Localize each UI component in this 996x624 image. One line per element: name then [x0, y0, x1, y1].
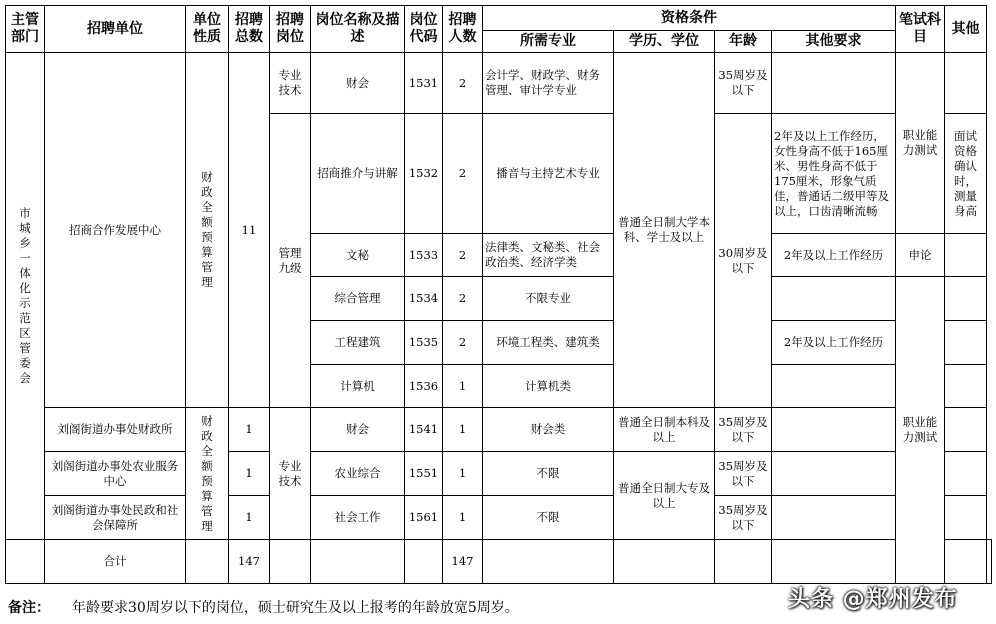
sum-blank-2 [186, 540, 229, 584]
position-count: 1 [443, 452, 483, 496]
unit-nongye: 刘阁街道办事处农业服务中心 [45, 452, 186, 496]
major-cell: 环境工程类、建筑类 [483, 321, 614, 365]
other-req-1536 [772, 365, 896, 408]
exam-cell-1: 职业能力测试 [896, 53, 945, 234]
major-cell: 财会类 [483, 408, 614, 452]
recruitment-table [5, 5, 992, 584]
major-cell: 不限 [483, 452, 614, 496]
position-name: 综合管理 [311, 277, 405, 321]
major-cell: 不限专业 [483, 277, 614, 321]
sum-blank-11 [987, 540, 992, 584]
remark-1535 [945, 321, 987, 365]
major-cell: 法律类、文秘类、社会政治类、经济学类 [483, 234, 614, 277]
sum-total: 147 [229, 540, 270, 584]
major-cell: 不限 [483, 496, 614, 540]
sum-blank-8 [715, 540, 772, 584]
sum-blank-1 [6, 540, 45, 584]
remark-1533 [945, 234, 987, 277]
position-name: 财会 [311, 53, 405, 114]
age-cell-1541: 35周岁及以下 [715, 408, 772, 452]
post-type-guanli: 管理九级 [270, 114, 311, 408]
position-count: 1 [443, 365, 483, 408]
footnote [8, 597, 519, 617]
other-req-1551 [772, 452, 896, 496]
exam-cell-3: 职业能力测试 [896, 277, 945, 584]
header-dept: 主管部门 [6, 6, 45, 53]
sum-blank-7 [614, 540, 715, 584]
header-unit: 招聘单位 [45, 6, 186, 53]
position-count: 2 [443, 277, 483, 321]
age-cell-1561: 35周岁及以下 [715, 496, 772, 540]
age-cell-1551: 35周岁及以下 [715, 452, 772, 496]
other-req-1534 [772, 277, 896, 321]
sum-blank-9 [772, 540, 896, 584]
position-count: 2 [443, 321, 483, 365]
sum-blank-5 [405, 540, 443, 584]
age-cell-30: 30周岁及以下 [715, 114, 772, 408]
degree-cell-2: 普通全日制本科及以上 [614, 408, 715, 452]
sum-label: 合计 [45, 540, 186, 584]
header-code: 岗位代码 [405, 6, 443, 53]
position-name: 计算机 [311, 365, 405, 408]
position-code: 1535 [405, 321, 443, 365]
post-type-zhuanye-2: 专业技术 [270, 408, 311, 540]
header-qualifications: 资格条件 [483, 6, 896, 31]
position-name: 社会工作 [311, 496, 405, 540]
post-type-zhuanye-1: 专业技术 [270, 53, 311, 114]
header-total: 招聘总数 [229, 6, 270, 53]
position-name: 文秘 [311, 234, 405, 277]
major-cell: 会计学、财政学、财务管理、审计学专业 [483, 53, 614, 114]
header-nature: 单位性质 [186, 6, 229, 53]
header-other-req: 其他要求 [772, 31, 896, 53]
total-caizheng: 1 [229, 408, 270, 452]
unit-nature-2: 财政全额预算管理 [186, 408, 229, 540]
total-minzheng: 1 [229, 496, 270, 540]
position-count: 1 [443, 408, 483, 452]
degree-cell-3: 普通全日制大专及以上 [614, 452, 715, 540]
position-name: 财会 [311, 408, 405, 452]
total-nongye: 1 [229, 452, 270, 496]
position-name: 农业综合 [311, 452, 405, 496]
dept-cell: 市城乡一体化示范区管委会 [6, 53, 45, 540]
remark-1532: 面试资格确认时，测量身高 [945, 114, 987, 234]
total-zhaoshang: 11 [229, 53, 270, 408]
header-major: 所需专业 [483, 31, 614, 53]
unit-zhaoshang: 招商合作发展中心 [45, 53, 186, 408]
other-req-1541 [772, 408, 896, 452]
header-post: 招聘岗位 [270, 6, 311, 53]
sum-count: 147 [443, 540, 483, 584]
position-code: 1533 [405, 234, 443, 277]
remark-1531 [945, 53, 987, 114]
remark-1534 [945, 277, 987, 321]
remark-1551 [945, 452, 987, 496]
sum-blank-4 [311, 540, 405, 584]
position-count: 2 [443, 114, 483, 234]
header-position: 岗位名称及描述 [311, 6, 405, 53]
position-code: 1534 [405, 277, 443, 321]
unit-nature-1: 财政全额预算管理 [186, 53, 229, 408]
position-count: 2 [443, 53, 483, 114]
exam-cell-2: 申论 [896, 234, 945, 277]
major-cell: 播音与主持艺术专业 [483, 114, 614, 234]
unit-caizheng: 刘阁街道办事处财政所 [45, 408, 186, 452]
header-degree: 学历、学位 [614, 31, 715, 53]
position-code: 1541 [405, 408, 443, 452]
position-count: 1 [443, 496, 483, 540]
header-exam: 笔试科目 [896, 6, 945, 53]
position-name: 招商推介与讲解 [311, 114, 405, 234]
position-count: 2 [443, 234, 483, 277]
other-req-1535: 2年及以上工作经历 [772, 321, 896, 365]
sum-blank-6 [483, 540, 614, 584]
age-cell-1531: 35周岁及以下 [715, 53, 772, 114]
position-code: 1561 [405, 496, 443, 540]
other-req-1533: 2年及以上工作经历 [772, 234, 896, 277]
header-remark: 其他 [945, 6, 987, 53]
position-name: 工程建筑 [311, 321, 405, 365]
other-req-1531 [772, 53, 896, 114]
sum-blank-3 [270, 540, 311, 584]
position-code: 1551 [405, 452, 443, 496]
other-req-1561 [772, 496, 896, 540]
header-age: 年龄 [715, 31, 772, 53]
watermark: 头条 @郑州发布 [788, 587, 958, 612]
position-code: 1532 [405, 114, 443, 234]
unit-minzheng: 刘阁街道办事处民政和社会保障所 [45, 496, 186, 540]
position-code: 1531 [405, 53, 443, 114]
remark-1536 [945, 365, 987, 408]
sum-blank-10 [945, 540, 987, 584]
remark-1561 [945, 496, 987, 540]
footnote-text: 年龄要求30周岁以下的岗位，硕士研究生及以上报考的年龄放宽5周岁。 [72, 600, 519, 616]
header-count: 招聘人数 [443, 6, 483, 53]
position-code: 1536 [405, 365, 443, 408]
remark-1541 [945, 408, 987, 452]
degree-cell-1: 普通全日制大学本科、学士及以上 [614, 53, 715, 408]
other-req-1532: 2年及以上工作经历，女性身高不低于165厘米、男性身高不低于175厘米，形象气质佳，普通话二级甲等及以上，口齿清晰流畅 [772, 114, 896, 234]
major-cell: 计算机类 [483, 365, 614, 408]
footnote-label: 备注： [8, 600, 50, 616]
